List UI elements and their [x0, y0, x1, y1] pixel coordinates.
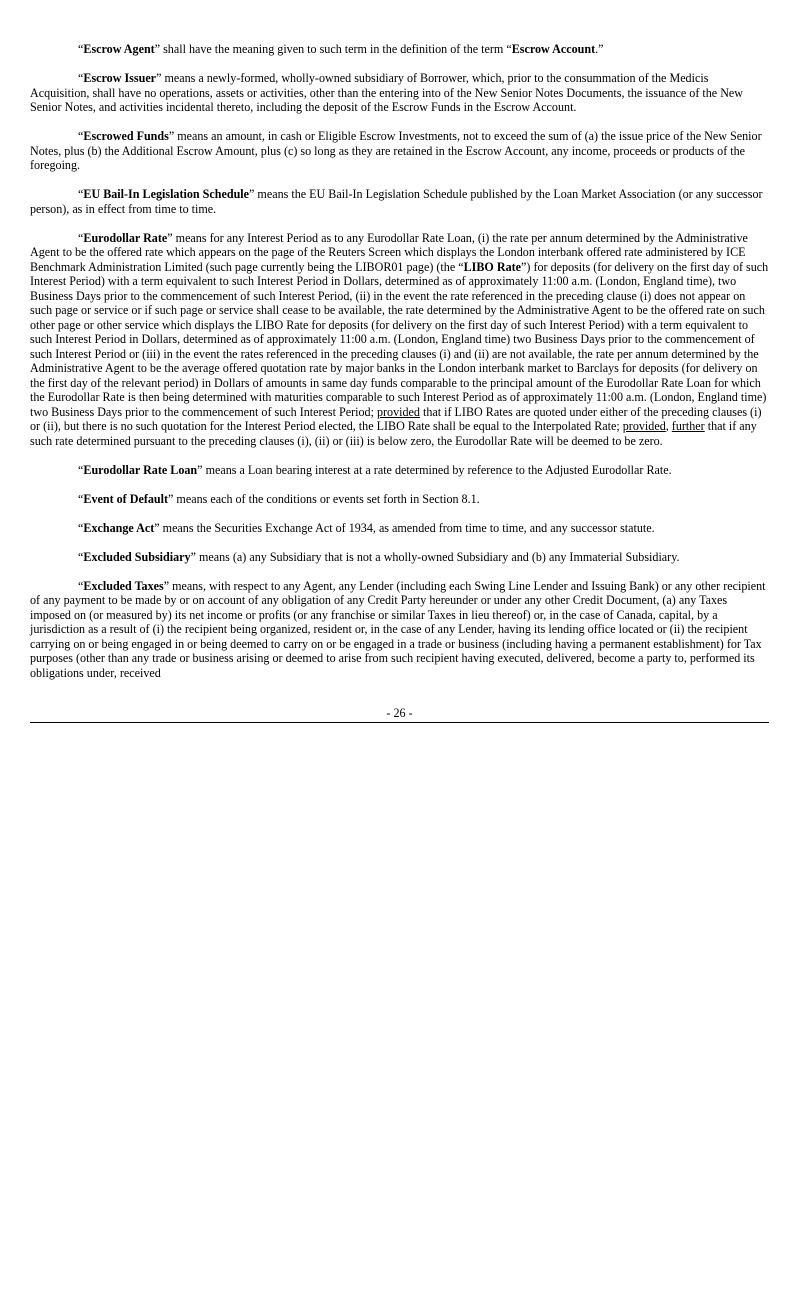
paragraph-text: “ — [78, 42, 84, 56]
paragraph-text: “ — [78, 462, 84, 477]
paragraph-text: “ — [78, 491, 84, 506]
paragraph-text: ” means a Loan bearing interest at a rate determined by reference to the Adjusted Eurodollar Rate. — [197, 462, 672, 477]
paragraph-text: ” means (a) any Subsidiary that is not a wholly-owned Subsidiary and (b) any Immaterial Subsidiary. — [190, 549, 680, 564]
paragraph-text: ” shall have the meaning given to such term in the definition of the term “ — [154, 42, 512, 56]
defined-term: Excluded Subsidiary — [83, 549, 191, 564]
defined-term: Escrow Account — [511, 42, 596, 56]
paragraph-text: ” means the Securities Exchange Act of 1934, as amended from time to time, and any successor statute. — [154, 520, 655, 535]
paragraph-text: “ — [78, 578, 84, 593]
paragraph-text: ” means, with respect to any Agent, any Lender (including each Swing Line Lender and Issuing Bank) or any other recipient of any payment to be made by or on account of any obligation of any Credit Party hereunder or under any other Credit Document, (a) any Taxes imposed on (or measured by) its net income or profits (or any franchise or similar Taxes in lieu thereof) or, in the case of Canada, capital, by a jurisdiction as a result of (i) the recipient being organized, resident or, in the case of any Lender, having its lending office located or (ii) the recipient carrying on or being engaged in or being deemed to carry on or be engaged in a trade or business (including having a permanent establishment) for Tax purposes (other than any trade or business arising or deemed to arise from such recipient having executed, delivered, become a party to, performed its obligations under, received — [30, 578, 766, 680]
document-body — [30, 42, 769, 695]
page-number: - 26 - — [386, 706, 413, 720]
definition-excluded-taxes — [30, 579, 769, 681]
definition-eu-bail-in-legislation-schedule — [30, 187, 769, 216]
underlined-term: further — [671, 419, 705, 433]
defined-term: Eurodollar Rate — [83, 230, 168, 245]
defined-term: Escrow Issuer — [83, 71, 157, 85]
definition-event-of-default — [30, 492, 769, 507]
defined-term: Eurodollar Rate Loan — [83, 462, 198, 477]
defined-term: LIBO Rate — [463, 259, 522, 274]
paragraph-text: ”) for deposits (for delivery on the first day of such Interest Period) with a term equivalent to such Interest Period in Dollars, determined as of approximately 11:00 a.m. (London, England time), two Business Days prior to the commencement of such Interest Period, (ii) in the event the rate referenced in the preceding clause (i) does not appear on such page or service or if such page or service shall cease to be available, the rate determined by the Administrative Agent to be the offered rate on such other page or other service which displays the LIBO Rate for deposits (for delivery on the first day of such Interest Period) with a term equivalent to such Interest Period in Dollars, determined as of approximately 11:00 a.m. (London, England time) two Business Days prior to the commencement of such Interest Period or (iii) in the event the rates referenced in the preceding clauses (i) and (ii) are not available, the rate per annum determined by the Administrative Agent to be the average offered quotation rate by major banks in the London interbank market to Barclays for deposits (for delivery on the first day of the relevant period) in Dollars of amounts in same day funds comparable to the principal amount of the Eurodollar Rate Loan for which the Eurodollar Rate is then being determined with maturities comparable to such Interest Period as of approximately 11:00 a.m. (London, England time) two Business Days prior to the commencement of such Interest Period; — [30, 259, 769, 419]
paragraph-text: ” means an amount, in cash or Eligible Escrow Investments, not to exceed the sum of (a) the issue price of the New Senior Notes, plus (b) the Additional Escrow Amount, plus (c) so long as they are retained in the Escrow Account, any income, proceeds or products of the foregoing. — [30, 129, 762, 172]
paragraph-text: ” means the EU Bail-In Legislation Schedule published by the Loan Market Association (or any successor person), as in effect from time to time. — [30, 187, 763, 216]
defined-term: Exchange Act — [83, 520, 155, 535]
definition-escrow-agent — [30, 42, 769, 57]
paragraph-text: that if any such rate determined pursuant to the preceding clauses (i), (ii) or (iii) is below zero, the Eurodollar Rate will be deemed to be zero. — [30, 419, 757, 448]
defined-term: Event of Default — [83, 491, 169, 506]
paragraph-text: “ — [78, 187, 84, 201]
paragraph-text: “ — [78, 520, 84, 535]
paragraph-text: “ — [78, 230, 84, 245]
paragraph-text: “ — [78, 71, 84, 85]
paragraph-text: “ — [78, 129, 84, 143]
defined-term: Excluded Taxes — [83, 578, 164, 593]
paragraph-text: ” means for any Interest Period as to any Eurodollar Rate Loan, (i) the rate per annum determined by the Administrative Agent to be the offered rate which appears on the page of the Reuters Screen which displays the London interbank offered rate administered by ICE Benchmark Administration Limited (such page currently being the LIBOR01 page) (the “ — [30, 230, 748, 274]
definition-excluded-subsidiary — [30, 550, 769, 565]
paragraph-text: .” — [595, 42, 604, 56]
paragraph-text: ” means a newly-formed, wholly-owned subsidiary of Borrower, which, prior to the consummation of the Medicis Acquisition, shall have no operations, assets or activities, other than the entering into of the New Senior Notes Documents, the issuance of the New Senior Notes, and activities incidental thereto, including the deposit of the Escrow Funds in the Escrow Account. — [30, 71, 744, 114]
paragraph-text: , — [665, 419, 672, 433]
defined-term: EU Bail-In Legislation Schedule — [83, 187, 250, 201]
footer-rule — [30, 722, 769, 723]
definition-exchange-act — [30, 521, 769, 536]
definition-eurodollar-rate-loan — [30, 463, 769, 478]
underlined-term: provided — [376, 404, 420, 419]
paragraph-text: that if LIBO Rates are quoted under either of the preceding clauses (i) or (ii), but there is no such quotation for the Interest Period elected, the LIBO Rate shall be equal to the Interpolated Rate; — [30, 404, 762, 433]
underlined-term: provided — [622, 419, 666, 433]
defined-term: Escrow Agent — [83, 42, 155, 56]
definition-eurodollar-rate — [30, 231, 769, 449]
definition-escrow-issuer — [30, 71, 769, 115]
definition-escrowed-funds — [30, 129, 769, 173]
paragraph-text: “ — [78, 549, 84, 564]
paragraph-text: ” means each of the conditions or events set forth in Section 8.1. — [168, 491, 480, 506]
defined-term: Escrowed Funds — [83, 129, 169, 143]
